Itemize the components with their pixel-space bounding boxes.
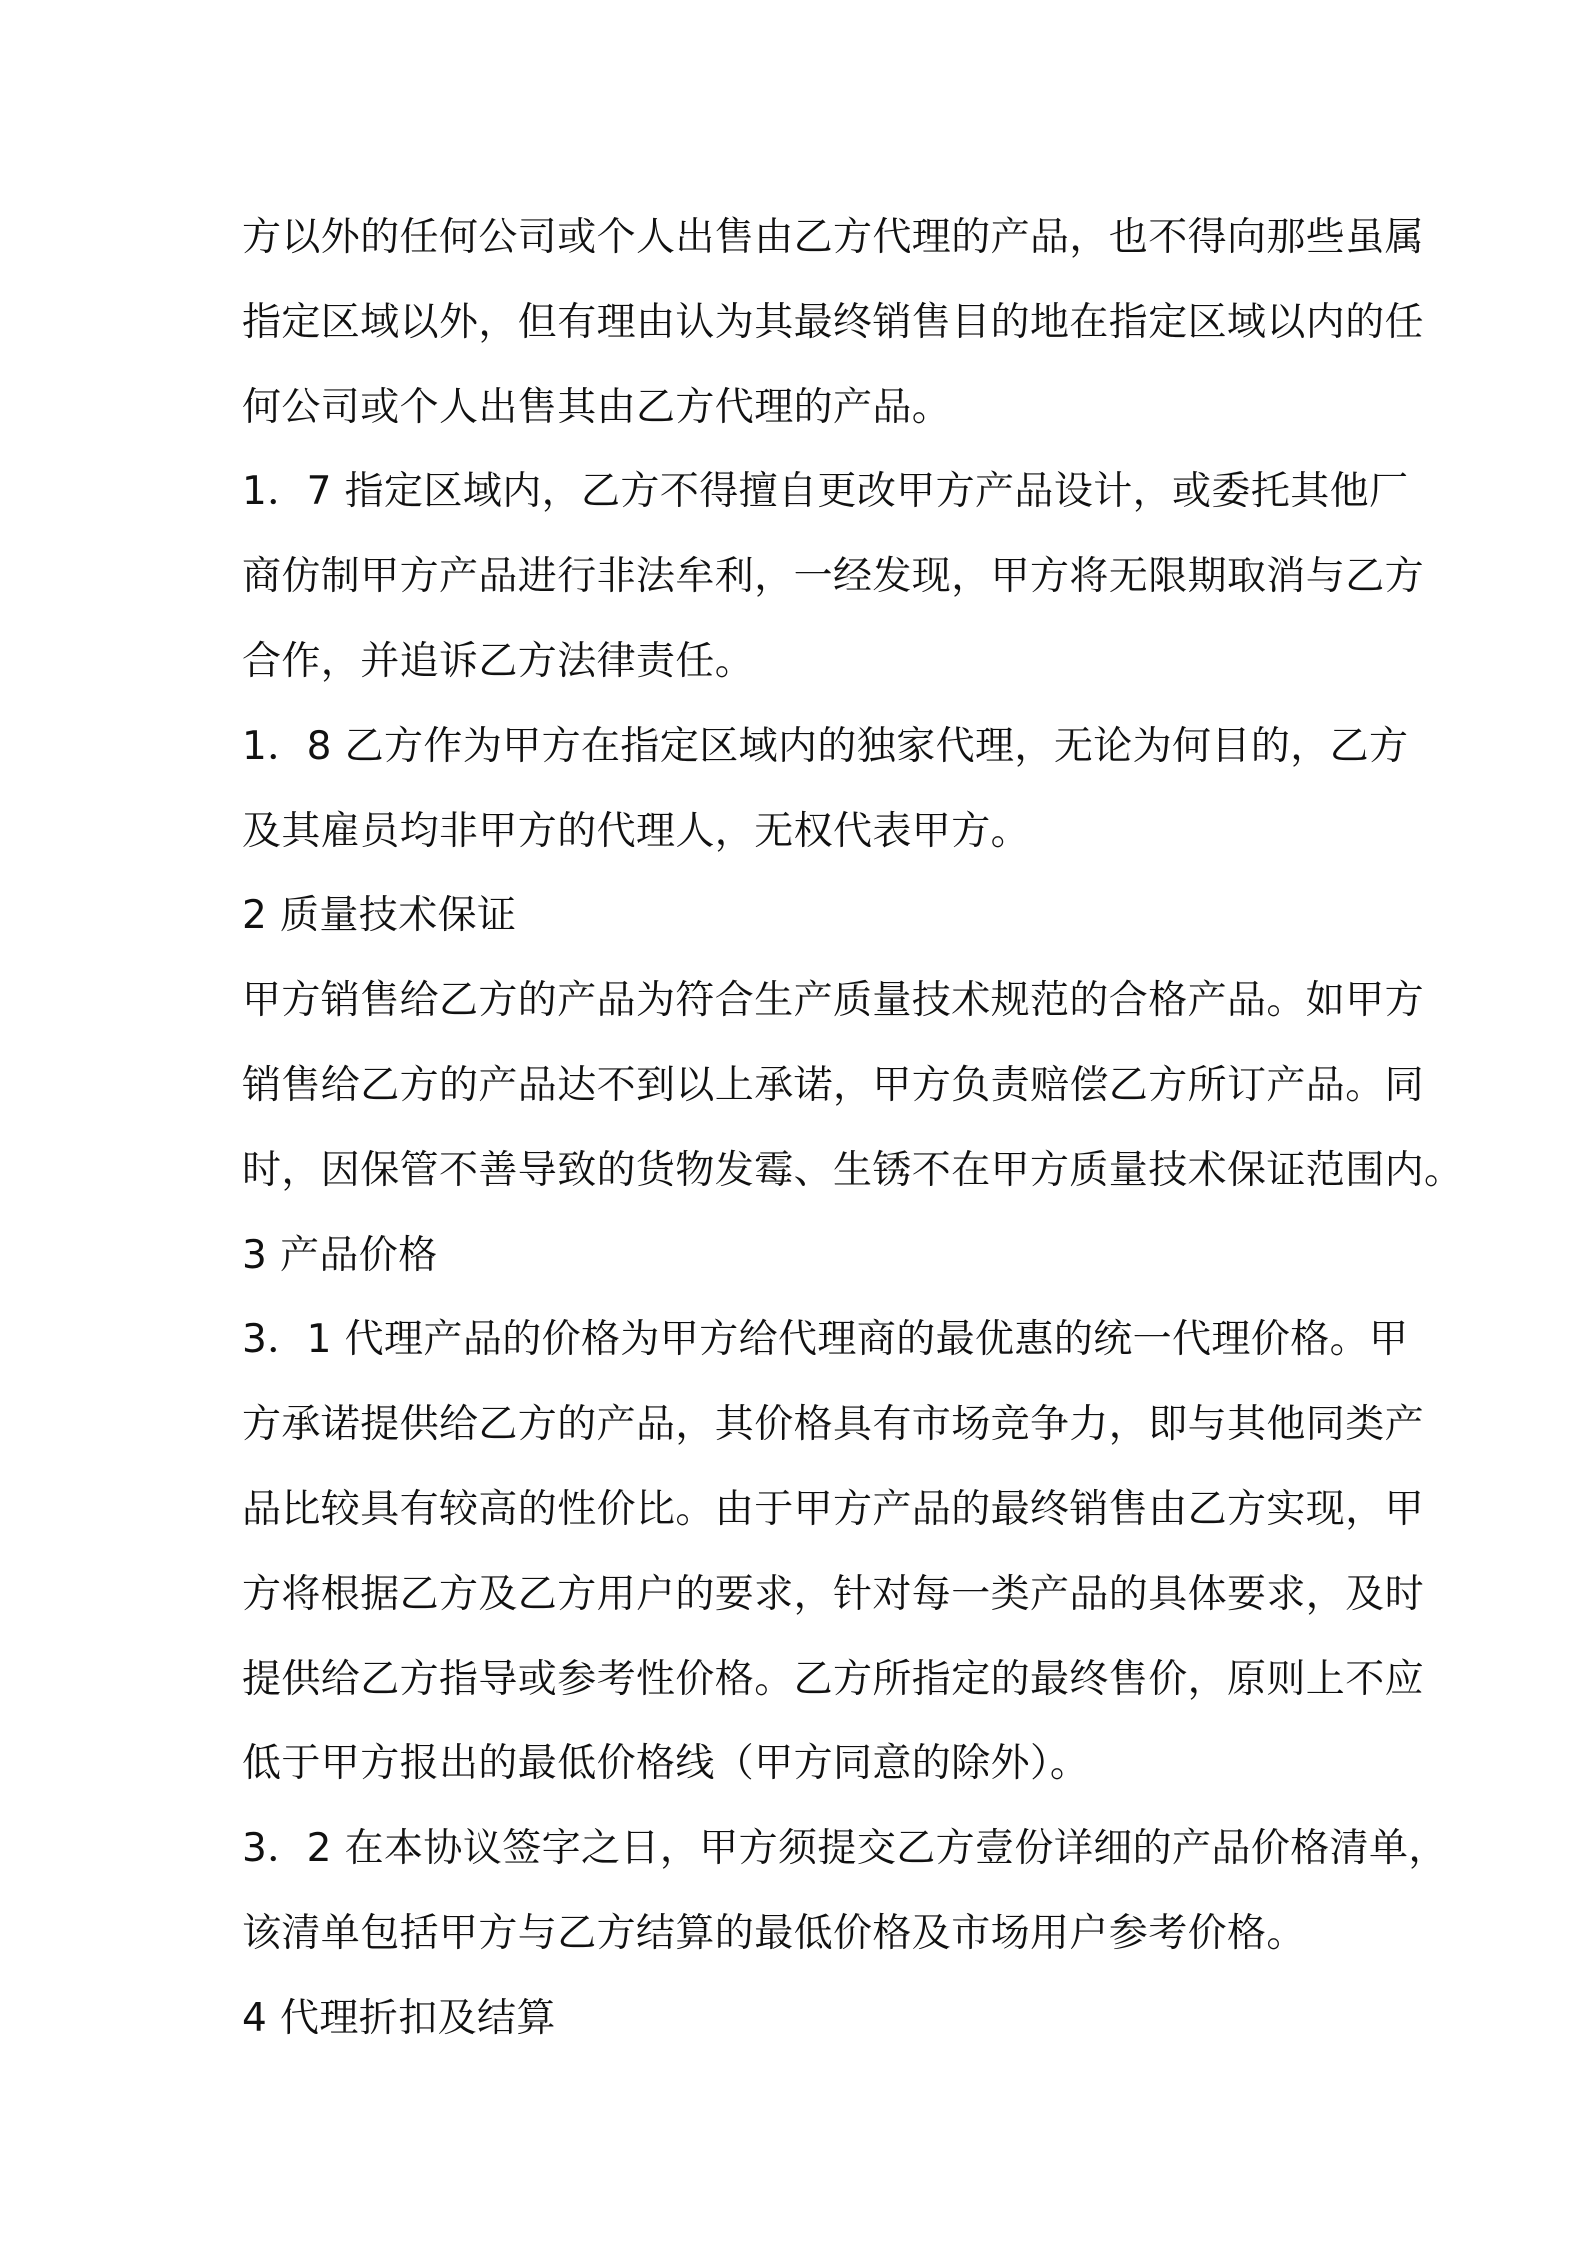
section-heading-3: 3 产品价格 [242, 1232, 438, 1278]
text-line: 品比较具有较高的性价比。由于甲方产品的最终销售由乙方实现，甲 [242, 1486, 1425, 1532]
text-line: 时，因保管不善导致的货物发霉、生锈不在甲方质量技术保证范围内。 [242, 1147, 1464, 1193]
text-line: 销售给乙方的产品达不到以上承诺，甲方负责赔偿乙方所订产品。同 [242, 1062, 1425, 1108]
text-line: 及其雇员均非甲方的代理人，无权代表甲方。 [242, 808, 1031, 854]
document-body [242, 196, 1464, 2062]
text-line: 方以外的任何公司或个人出售由乙方代理的产品，也不得向那些虽属 [242, 215, 1425, 260]
text-line: 该清单包括甲方与乙方结算的最低价格及市场用户参考价格。 [242, 1910, 1306, 1956]
text-line: 商仿制甲方产品进行非法牟利，一经发现，甲方将无限期取消与乙方 [242, 554, 1425, 600]
text-line: 低于甲方报出的最低价格线（甲方同意的除外）。 [242, 1741, 1090, 1787]
text-line: 方将根据乙方及乙方用户的要求，针对每一类产品的具体要求，及时 [242, 1571, 1425, 1617]
text-line: 何公司或个人出售其由乙方代理的产品。 [242, 384, 952, 430]
clause-1-8: 1．8 乙方作为甲方在指定区域内的独家代理，无论为何目的，乙方 [242, 723, 1409, 769]
section-heading-4: 4 代理折扣及结算 [242, 1995, 556, 2041]
clause-1-7: 1．7 指定区域内，乙方不得擅自更改甲方产品设计，或委托其他厂 [242, 469, 1409, 515]
text-line: 指定区域以外，但有理由认为其最终销售目的地在指定区域以内的任 [242, 299, 1425, 345]
text-line: 合作，并追诉乙方法律责任。 [242, 638, 755, 684]
clause-3-2: 3．2 在本协议签字之日，甲方须提交乙方壹份详细的产品价格清单， [242, 1826, 1448, 1872]
text-line: 方承诺提供给乙方的产品，其价格具有市场竞争力，即与其他同类产 [242, 1402, 1425, 1448]
text-line: 提供给乙方指导或参考性价格。乙方所指定的最终售价，原则上不应 [242, 1656, 1425, 1702]
clause-3-1: 3．1 代理产品的价格为甲方给代理商的最优惠的统一代理价格。甲 [242, 1317, 1409, 1363]
section-heading-2: 2 质量技术保证 [242, 893, 517, 939]
text-line: 甲方销售给乙方的产品为符合生产质量技术规范的合格产品。如甲方 [242, 978, 1425, 1024]
